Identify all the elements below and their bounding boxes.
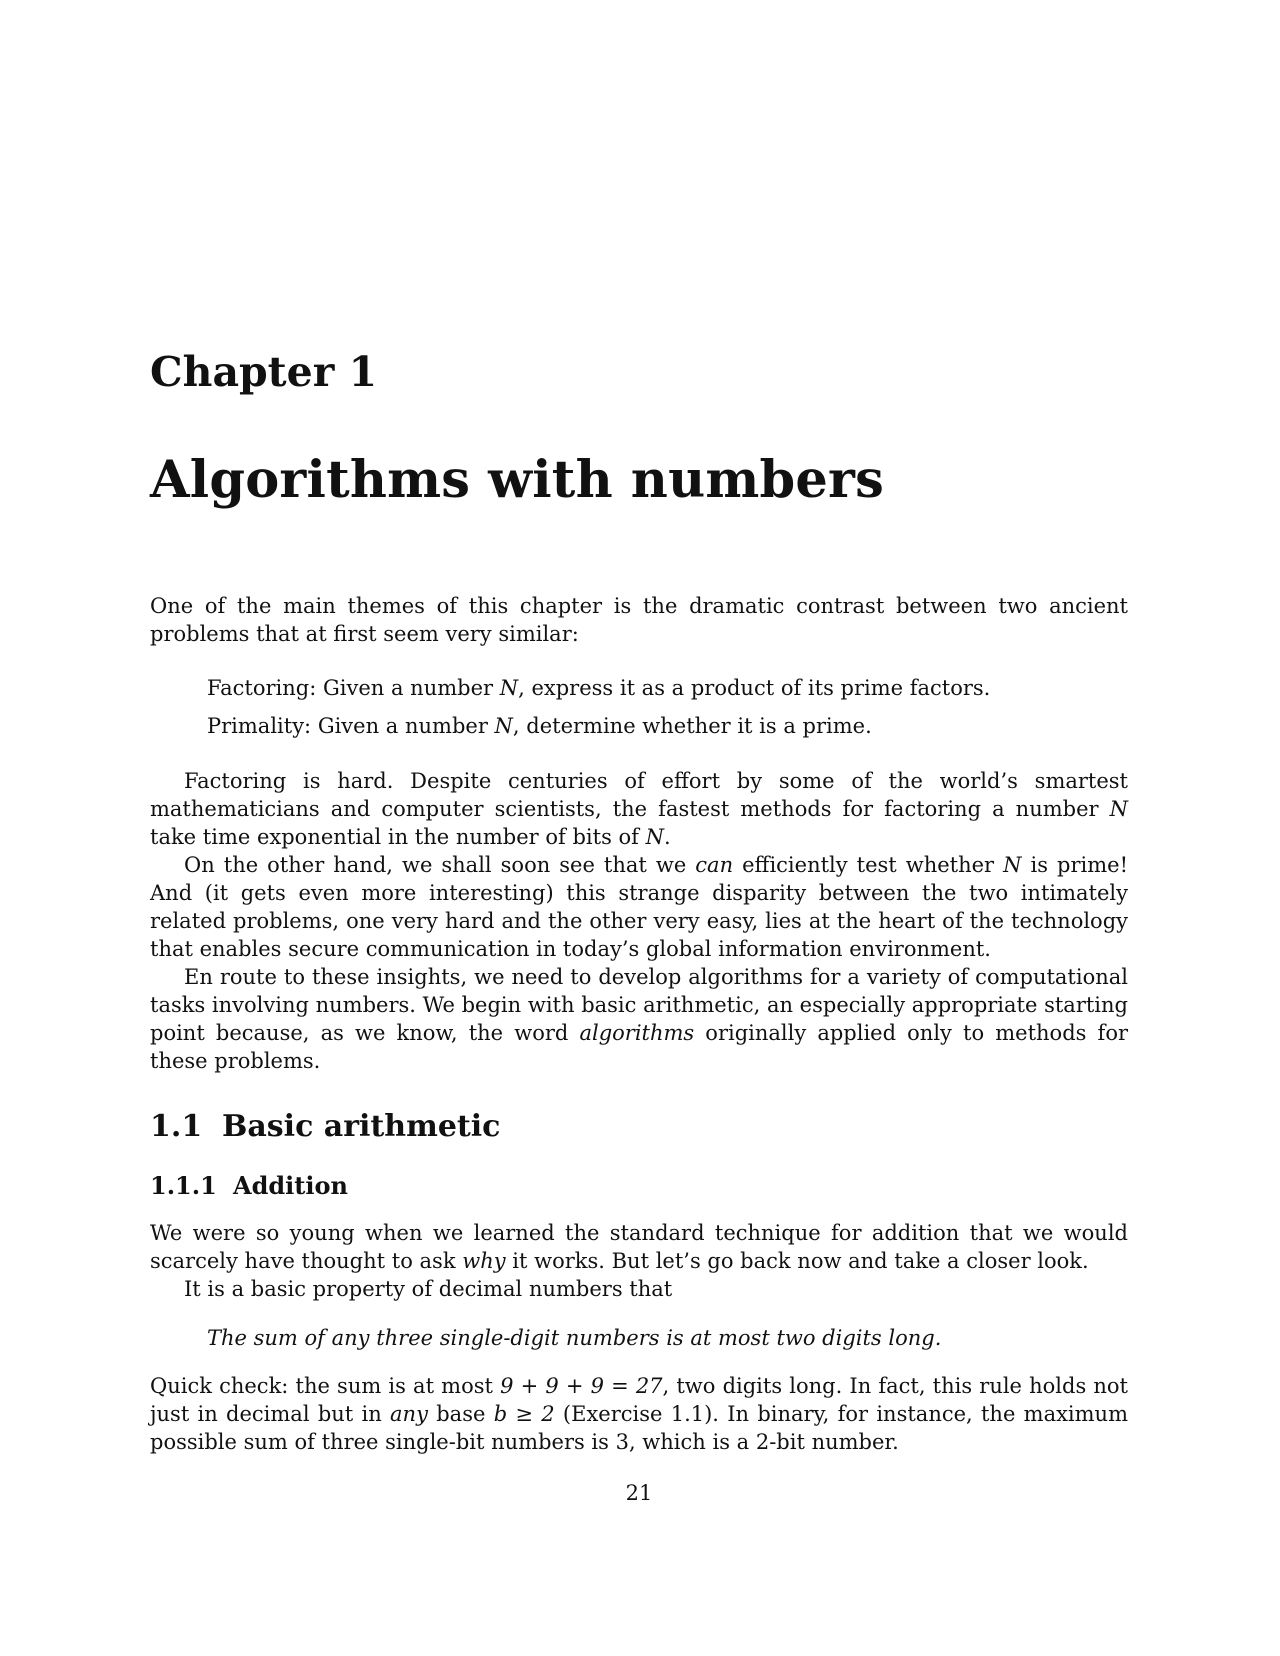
section-title: Basic arithmetic [222, 1109, 501, 1144]
problem-text: Given a number [316, 676, 500, 700]
subsection-heading [150, 1171, 348, 1200]
paragraph-en-route [150, 963, 1128, 1075]
paragraph-quick-check [150, 1372, 1128, 1456]
book-page [150, 0, 1128, 1656]
problem-primality [207, 712, 1107, 740]
text-run: is prime! And (it gets even more interesting) this strange disparity between the two intimately related problems, one very hard and the other very easy, lies at the heart of the technology that enables secure communication in today’s global information environment. [150, 853, 1129, 961]
problem-factoring [207, 674, 1107, 702]
paragraph-factoring-hard [150, 767, 1128, 851]
emphasis: why [462, 1249, 506, 1273]
variable-n: N [499, 676, 519, 700]
text-run: it works. But let’s go back now and take a closer look. [505, 1249, 1089, 1273]
paragraph-basic-property: It is a basic property of decimal numbers that [184, 1277, 673, 1301]
problem-name: Primality: [207, 714, 312, 738]
addition-intro [150, 1219, 1128, 1303]
intro-text: One of the main themes of this chapter is the dramatic contrast between two ancient problems that at first seem very similar: [150, 594, 1128, 646]
text-run: originally applied only to methods for these problems. [150, 1021, 1128, 1073]
variable-n: N [494, 714, 513, 738]
subsection-number: 1.1.1 [150, 1171, 217, 1200]
highlighted-statement: The sum of any three single-digit numbers is at most two digits long. [207, 1326, 942, 1350]
subsection-title: Addition [233, 1171, 348, 1200]
paragraph-primality-easy [150, 851, 1128, 963]
emphasis: can [695, 853, 734, 877]
math-expression: 9 + 9 + 9 = 27 [500, 1374, 663, 1398]
problem-list [207, 674, 1107, 750]
variable-n: N [1109, 797, 1128, 821]
section-heading [150, 1109, 501, 1144]
text-run: En route to these insights, we need to develop algorithms for a variety of computational tasks involving numbers. We begin with basic arithmetic, an especially appropriate starting point because, as we know, the word [150, 965, 1128, 1045]
text-run: Factoring is hard. Despite centuries of effort by some of the world’s smartest mathematicians and computer scientists, the fastest methods for factoring a number [150, 769, 1128, 821]
text-run: base [427, 1402, 494, 1426]
emphasis: any [390, 1402, 428, 1426]
variable-n: N [645, 825, 664, 849]
text-run: On the other hand, we shall soon see that we [184, 853, 696, 877]
variable-n: N [1003, 853, 1022, 877]
problem-name: Factoring: [207, 676, 317, 700]
text-run: Quick check: the sum is at most [150, 1374, 501, 1398]
page-number: 21 [625, 1481, 653, 1505]
text-run: (Exercise 1.1). In binary, for instance, the maximum possible sum of three single-bit numbers is 3, which is a 2-bit number. [150, 1402, 1128, 1454]
quick-check [150, 1372, 1128, 1456]
text-run: , two digits long. In fact, this rule holds not just in decimal but in [150, 1374, 1128, 1426]
text-run: We were so young when we learned the standard technique for addition that we would scarcely have thought to ask [150, 1221, 1128, 1273]
paragraph-addition-young [150, 1219, 1128, 1275]
intro-paragraph [150, 592, 1128, 648]
text-run: . [664, 825, 671, 849]
problem-text: Given a number [311, 714, 495, 738]
problem-text: , express it as a product of its prime factors. [518, 676, 991, 700]
problem-text: , determine whether it is a prime. [512, 714, 872, 738]
text-run: efficiently test whether [733, 853, 1004, 877]
math-expression: b ≥ 2 [493, 1402, 555, 1426]
intro-discussion [150, 767, 1128, 1075]
text-run: take time exponential in the number of bits of [150, 825, 646, 849]
emphasis: algorithms [579, 1021, 695, 1045]
chapter-label: Chapter 1 [150, 348, 378, 396]
section-number: 1.1 [150, 1109, 203, 1144]
chapter-title: Algorithms with numbers [150, 450, 885, 510]
